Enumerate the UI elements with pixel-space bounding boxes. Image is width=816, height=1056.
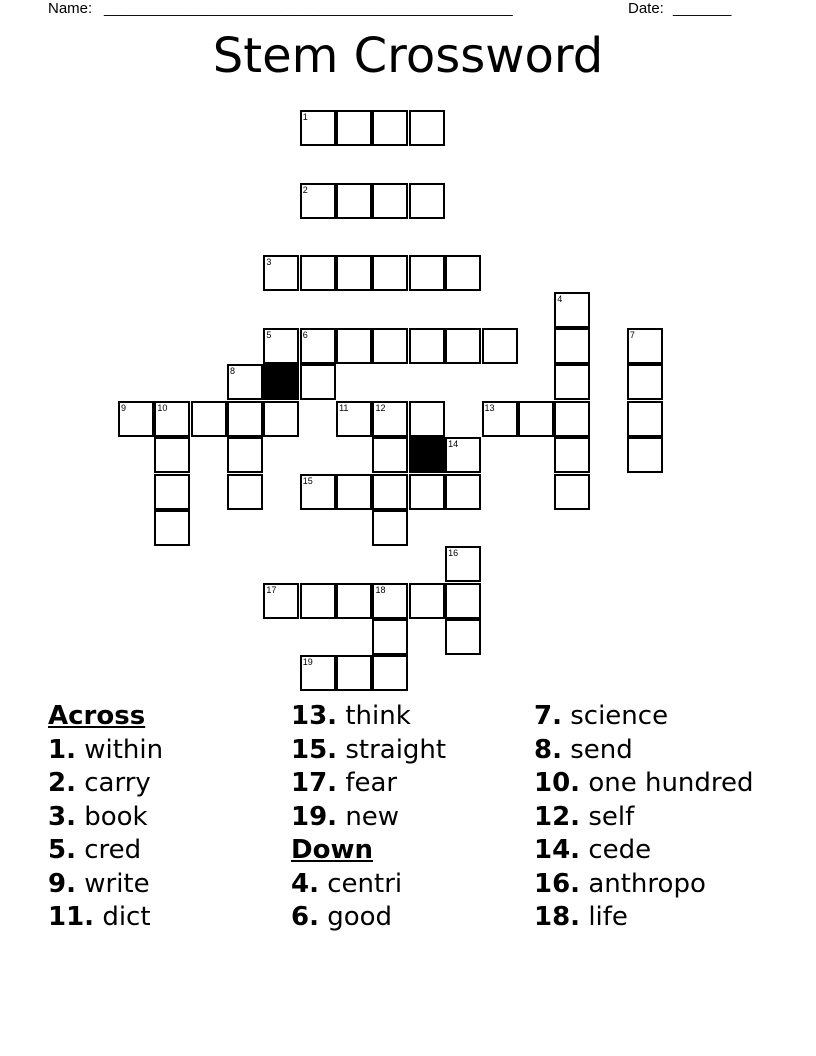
grid-cell[interactable] bbox=[482, 401, 518, 437]
clue-number: 7 bbox=[629, 330, 635, 341]
grid-cell[interactable] bbox=[409, 110, 445, 146]
clue-number: 14 bbox=[448, 439, 459, 450]
grid-cell[interactable] bbox=[554, 474, 590, 510]
grid-cell[interactable] bbox=[409, 255, 445, 291]
grid-cell[interactable] bbox=[445, 546, 481, 582]
grid-cell[interactable] bbox=[263, 583, 299, 619]
grid-cell[interactable] bbox=[336, 183, 372, 219]
clue-number: 13 bbox=[484, 402, 495, 413]
grid-cell[interactable] bbox=[554, 437, 590, 473]
clue-item: 17. fear bbox=[291, 768, 398, 798]
clue-column-2 bbox=[291, 700, 446, 935]
grid-cell[interactable] bbox=[154, 510, 190, 546]
grid-cell[interactable] bbox=[300, 364, 336, 400]
clue-number: 2 bbox=[302, 184, 308, 195]
grid-cell[interactable] bbox=[482, 328, 518, 364]
grid-cell[interactable] bbox=[445, 583, 481, 619]
grid-cell[interactable] bbox=[409, 328, 445, 364]
grid-cell[interactable] bbox=[554, 401, 590, 437]
grid-cell[interactable] bbox=[372, 510, 408, 546]
across-heading: Across bbox=[48, 701, 146, 731]
clue-item: 10. one hundred bbox=[534, 768, 754, 798]
grid-cell[interactable] bbox=[372, 619, 408, 655]
grid-cell[interactable] bbox=[445, 328, 481, 364]
clue-number: 16 bbox=[448, 548, 459, 559]
grid-cell[interactable] bbox=[227, 364, 263, 400]
name-field-line: _________________________________________________ bbox=[104, 0, 513, 17]
grid-cell[interactable] bbox=[627, 437, 663, 473]
grid-cell[interactable] bbox=[409, 401, 445, 437]
clue-number: 1 bbox=[302, 112, 308, 122]
clue-item: 5. cred bbox=[48, 835, 142, 865]
clue-item: 12. self bbox=[534, 801, 635, 832]
clue-item: 8. send bbox=[534, 734, 633, 765]
grid-cell[interactable] bbox=[300, 583, 336, 619]
clue-item: 18. life bbox=[534, 902, 628, 932]
grid-cell[interactable] bbox=[263, 401, 299, 437]
date-label: Date: bbox=[628, 0, 664, 17]
blocked-cell bbox=[409, 437, 445, 473]
clue-item: 2. carry bbox=[48, 768, 151, 798]
grid-cell[interactable] bbox=[445, 437, 481, 473]
grid-cell[interactable] bbox=[518, 401, 554, 437]
grid-cell[interactable] bbox=[627, 401, 663, 437]
grid-cell[interactable] bbox=[263, 255, 299, 291]
clue-number: 19 bbox=[302, 657, 313, 668]
down-heading: Down bbox=[291, 835, 373, 865]
clue-number: 5 bbox=[266, 330, 272, 341]
grid-cell[interactable] bbox=[372, 255, 408, 291]
grid-cell[interactable] bbox=[554, 364, 590, 400]
grid-cell[interactable] bbox=[263, 328, 299, 364]
grid-cell[interactable] bbox=[445, 474, 481, 510]
clue-item: 3. book bbox=[48, 801, 148, 832]
clue-number: 10 bbox=[157, 402, 168, 413]
page-title: Stem Crossword bbox=[212, 28, 604, 84]
clue-number: 4 bbox=[557, 293, 563, 304]
grid-cell[interactable] bbox=[336, 655, 372, 691]
clue-column-1 bbox=[48, 700, 163, 935]
clue-number: 9 bbox=[121, 402, 127, 413]
clue-column-3 bbox=[534, 700, 754, 935]
clue-item: 19. new bbox=[291, 801, 400, 832]
grid-cell[interactable] bbox=[372, 655, 408, 691]
clue-number: 15 bbox=[302, 475, 313, 486]
grid-cell[interactable] bbox=[336, 401, 372, 437]
grid-cell[interactable] bbox=[118, 401, 154, 437]
grid-cell[interactable] bbox=[336, 328, 372, 364]
clue-item: 7. science bbox=[534, 701, 669, 731]
grid-cell[interactable] bbox=[300, 110, 336, 146]
clue-item: 15. straight bbox=[291, 734, 447, 765]
grid-cell[interactable] bbox=[554, 328, 590, 364]
clue-item: 11. dict bbox=[48, 902, 151, 932]
date-field-line: _______ bbox=[673, 0, 732, 17]
clue-item: 9. write bbox=[48, 868, 150, 899]
grid-cell[interactable] bbox=[372, 474, 408, 510]
clue-item: 6. good bbox=[291, 902, 393, 932]
clue-number: 3 bbox=[266, 257, 272, 268]
clue-number: 8 bbox=[230, 366, 236, 377]
grid-cell[interactable] bbox=[227, 474, 263, 510]
grid-cell[interactable] bbox=[336, 255, 372, 291]
grid-cell[interactable] bbox=[409, 583, 445, 619]
grid-cell[interactable] bbox=[300, 328, 336, 364]
clue-item: 16. anthropo bbox=[534, 868, 706, 899]
grid-cell[interactable] bbox=[336, 583, 372, 619]
clue-number: 12 bbox=[375, 402, 386, 413]
grid-cell[interactable] bbox=[372, 110, 408, 146]
grid-cell[interactable] bbox=[445, 255, 481, 291]
grid-cell[interactable] bbox=[336, 474, 372, 510]
grid-cell[interactable] bbox=[336, 110, 372, 146]
clue-number: 17 bbox=[266, 584, 277, 595]
grid-cell[interactable] bbox=[300, 655, 336, 691]
grid-cell[interactable] bbox=[627, 364, 663, 400]
grid-cell[interactable] bbox=[154, 437, 190, 473]
clue-number: 6 bbox=[302, 330, 308, 341]
grid-cell[interactable] bbox=[372, 183, 408, 219]
grid-cell[interactable] bbox=[372, 437, 408, 473]
grid-cell[interactable] bbox=[300, 474, 336, 510]
grid-cell[interactable] bbox=[154, 474, 190, 510]
grid-cell[interactable] bbox=[300, 255, 336, 291]
grid-cell[interactable] bbox=[372, 328, 408, 364]
grid-cell[interactable] bbox=[227, 401, 263, 437]
clue-item: 14. cede bbox=[534, 835, 652, 865]
grid-cell[interactable] bbox=[154, 401, 190, 437]
clue-number: 18 bbox=[375, 584, 386, 595]
clue-item: 13. think bbox=[291, 701, 411, 731]
grid-cell[interactable] bbox=[445, 619, 481, 655]
grid-cell[interactable] bbox=[372, 583, 408, 619]
grid-cell[interactable] bbox=[409, 183, 445, 219]
name-label: Name: bbox=[48, 0, 93, 17]
clue-item: 4. centri bbox=[291, 868, 403, 899]
grid-cell[interactable] bbox=[300, 183, 336, 219]
clue-item: 1. within bbox=[48, 734, 164, 765]
grid-cell[interactable] bbox=[372, 401, 408, 437]
blocked-cell bbox=[263, 364, 299, 400]
clue-number: 11 bbox=[339, 402, 349, 413]
grid-cell[interactable] bbox=[191, 401, 227, 437]
grid-cell[interactable] bbox=[627, 328, 663, 364]
grid-cell[interactable] bbox=[554, 292, 590, 328]
grid-cell[interactable] bbox=[409, 474, 445, 510]
grid-cell[interactable] bbox=[227, 437, 263, 473]
